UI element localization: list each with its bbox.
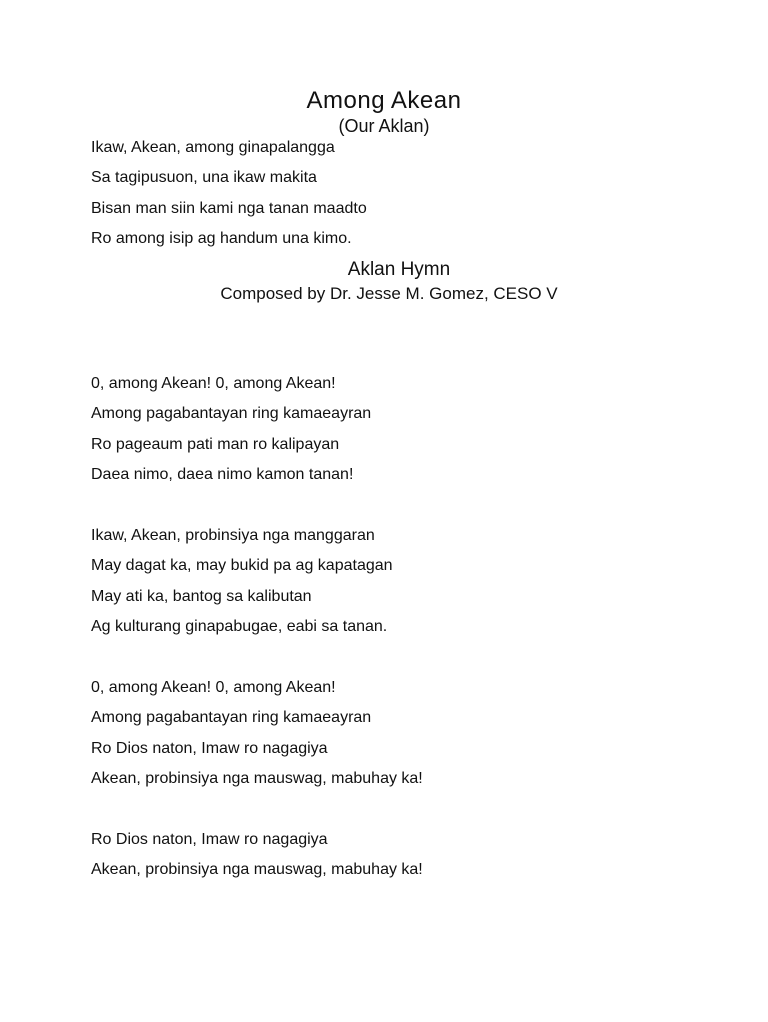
verse-line: Sa tagipusuon, una ikaw makita [91, 169, 317, 187]
stanza-1 [91, 374, 371, 495]
verse-line: Daea nimo, daea nimo kamon tanan! [91, 465, 354, 483]
verse-line: Ro Dios naton, Imaw ro nagagiya [91, 831, 328, 848]
stanza-4 [91, 830, 423, 891]
stanza-2 [91, 526, 393, 647]
verse-line: Ro pageaum pati man ro kalipayan [91, 435, 340, 453]
verse-line: 0, among Akean! 0, among Akean! [91, 375, 336, 392]
page-title: Among Akean [306, 87, 462, 114]
verse-line: Ro among isip ag handum una kimo. [91, 229, 352, 247]
verse-line: Akean, probinsiya nga mauswag, mabuhay ka! [91, 861, 423, 879]
verse-line: Among pagabantayan ring kamaeayran [91, 405, 372, 423]
verse-line: Ikaw, Akean, probinsiya nga manggaran [91, 527, 375, 544]
verse-line: 0, among Akean! 0, among Akean! [91, 679, 336, 696]
composer-credit: Composed by Dr. Jesse M. Gomez, CESO V [220, 284, 558, 303]
verse-line: Ro Dios naton, Imaw ro nagagiya [91, 739, 328, 757]
verse-line: Among pagabantayan ring kamaeayran [91, 709, 372, 727]
intro-verse [91, 138, 367, 259]
hymn-title: Aklan Hymn [347, 259, 451, 280]
stanza-3 [91, 678, 423, 799]
verse-line: Ag kulturang ginapabugae, eabi sa tanan. [91, 617, 388, 635]
verse-line: May dagat ka, may bukid pa ag kapatagan [91, 557, 393, 575]
page-subtitle: (Our Aklan) [338, 116, 430, 136]
verse-line: Ikaw, Akean, among ginapalangga [91, 139, 335, 156]
verse-line: May ati ka, bantog sa kalibutan [91, 587, 312, 605]
verse-line: Akean, probinsiya nga mauswag, mabuhay ka! [91, 769, 423, 787]
verse-line: Bisan man siin kami nga tanan maadto [91, 199, 367, 217]
